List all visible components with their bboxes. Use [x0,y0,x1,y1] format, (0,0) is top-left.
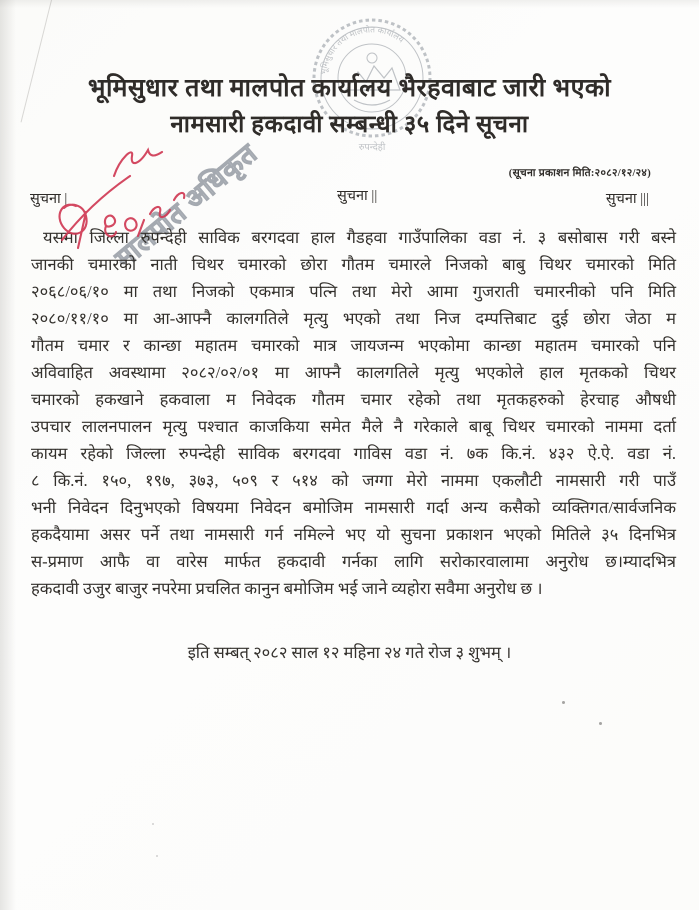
body-line: २०६८/०६/१० मा तथा निजको एकमात्र पत्नि तथा मेरो आमा गुजराती चमारनीको पनि मिति [31,282,676,301]
officer-stamp: मालपोत अधिकृत [109,137,263,274]
red-signature [46,142,196,254]
body-line: जानकी चमारको नाती चिथर चमारको छोरा गौतम चमारले निजको बाबु चिथर चमारको मिति [31,255,676,274]
body-line: हकदावी उजुर बाजुर नपरेमा प्रचलित कानुन बमोजिम भई जाने व्यहोरा सवैमा अनुरोध छ । [31,579,543,598]
body-line: ८ कि.नं. १५०, १९७, ३७३, ५०९ र ५१४ को जग्गा मेरो नाममा एकलौटी नामसारी गरी पाउँ [31,471,676,490]
body-line: अविवाहित अवस्थामा २०८२/०२/०१ मा आफ्नै कालगतिले मृत्यु भएकोले हाल मृतकको चिथर [31,363,676,382]
notice-title [0,76,699,137]
body-line: कायम रहेको जिल्ला रुपन्देही साविक बरगदवा गाविस वडा नं. ७क कि.नं. ४३२ ऐ.ऐ. वडा नं. [31,444,676,463]
scan-edge-shadow-top [0,0,699,8]
body-paragraph [31,224,676,602]
body-line: २०८०/११/१० मा आ-आफ्नै कालगतिले मृत्यु भएको तथा निज दम्पत्तिबाट दुई छोरा जेठा म [31,309,676,328]
title-line-1: भूमिसुधार तथा मालपोत कार्यालय भैरहवाबाट जारी भएको [87,75,612,102]
seal-district-text: रुपन्देही [358,143,386,153]
notice-label-1: सुचना | [30,191,68,207]
scan-speck [562,701,565,704]
notice-label-2: सुचना || [337,188,378,204]
svg-text:भूमिसुधार तथा मालपोत कार्यालय [318,24,407,75]
publication-date: (सूचना प्रकाशन मिति:२०८२/१२/२४) [508,168,651,179]
closing-line: इति सम्बत् २०८२ साल १२ महिना २४ गते रोज ३ शुभम् । [187,643,512,662]
body-line: भनी निवेदन दिनुभएको विषयमा निवेदन बमोजिम नामसारी गर्दा अन्य कसैको व्यक्तिगत/सार्वजनिक [31,498,676,517]
body-line: उपचार लालनपालन मृत्यु पश्चात काजकिया समेत मैले नै गरेकाले बाबू चिथर चमारको नाममा दर्ता [31,417,676,436]
body-line: गौतम चमार र कान्छा महातम चमारको मात्र जायजन्म भएकोमा कान्छा महातम चमारको पनि [31,336,676,355]
scan-speck [152,823,154,825]
body-line: चमारको हकखाने हकवाला म निवेदक गौतम चमार रहेको तथा मृतकहरुको हेरचाह औषधी [31,390,676,409]
title-line-2: नामसारी हकदावी सम्बन्धी ३५ दिने सूचना [170,112,529,138]
seal-ring-text: भूमिसुधार तथा मालपोत कार्यालय [318,24,407,76]
notice-label-3: सुचना ||| [605,191,649,207]
scan-speck [599,722,602,725]
body-line: यसमा जिल्ला रुपन्देही साविक बरगदवा हाल गैडहवा गाउँपालिका वडा नं. ३ बसोबास गरी बस्ने [43,228,676,247]
scan-speck [156,855,158,857]
body-line: स-प्रमाण आफै वा वारेस मार्फत हकदावी गर्नका लागि सरोकारवालामा अनुरोध छ।म्यादभित्र [31,552,676,571]
body-line: हकदैयामा असर पर्ने तथा नामसारी गर्न नमिल्ने भए यो सुचना प्रकाशन भएको मितिले ३५ दिनभित्र [31,525,676,544]
